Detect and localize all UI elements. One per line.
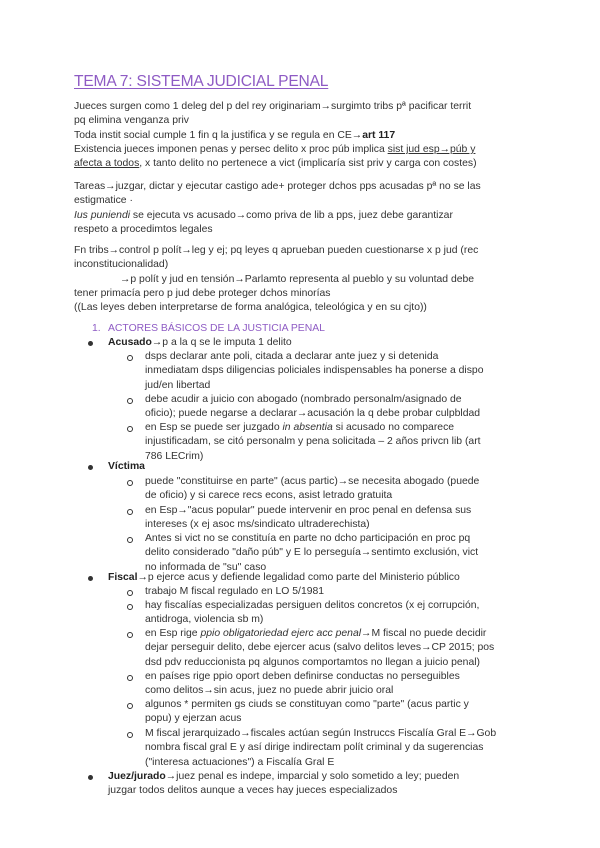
sub-bullet-circle (127, 632, 133, 638)
fiscal-item-3: en Esp rige ppio obligatoriedad ejerc acc penal→M fiscal no puede decidir dejar perseguir delito, debe ejercer acus (salvo delitos leves→CP 2015; pos dsd pdv reduccionista pq algunos comportamtos no llegan a juicio penal) (128, 627, 528, 670)
intro-paragraph: Jueces surgen como 1 deleg del p del rey originariam→surgimto tribs pª pacificar territ pq elimina venganza priv Toda instit social cumple 1 fin q la justifica y se regula en CE→art 117 Existencia jueces imponen penas y persec delito x proc púb implica sist jud esp→púb y afecta a todos, x tanto delito no pertenece a vict (implicaría sist priv y carga con costes) (74, 101, 477, 170)
sub-bullet-circle (127, 426, 133, 432)
victima-item-3: Antes si vict no se constituía en parte no dcho participación en proc pq delito considerado "daño púb" y E lo perseguía→sentimto exclusión, vict no informada de "su" caso (128, 532, 528, 575)
sub-bullet-circle (127, 398, 133, 404)
bullet-dot (88, 341, 93, 346)
bullet-dot (88, 576, 93, 581)
sub-bullet-circle (127, 675, 133, 681)
fiscal-item-6: M fiscal jerarquizado→fiscales actúan según Instruccs Fiscalía Gral E→Gob nombra fiscal gral E y así dirige indirectam polít criminal y da sugerencias ("interesa actuaciones") a Fiscalía Gral E (128, 727, 528, 770)
acusado-item-1: dsps declarar ante poli, citada a declarar ante juez y si detenida inmediatam dsps diligencias policiales indispensables ha ponerse a dispo jud/en libertad (128, 350, 528, 393)
sub-bullet-circle (127, 537, 133, 543)
sub-bullet-circle (127, 509, 133, 515)
sub-bullet-circle (127, 604, 133, 610)
bullet-dot (88, 775, 93, 780)
juez-continuation: juzgar todos delitos aunque a veces hay jueces especializados (108, 785, 398, 796)
document-page: TEMA 7: SISTEMA JUDICIAL PENAL Jueces surgen como 1 deleg del p del rey originariam→surgimto tribs pª pacificar territ pq elimina venganza priv Toda instit social cumple 1 fin q la justifica y se regula en CE→art 117 Existencia jueces imponen penas y persec delito x proc púb implica sist jud esp→púb y afecta a todos, x tanto delito no pertenece a vict (implicaría sist priv y carga con costes) Tareas→juzgar, dictar y ejecutar castigo ade+ proteger dchos pps acusadas pª no se las estigmatice · Ius puniendi se ejecuta vs acusado→como priva de lib a pps, juez debe garantizar respeto a procedimtos legales Fn tribs→control p polít→leg y ej; pq leyes q aprueban pueden cuestionarse x p jud (rec inconstitucionalidad) →p polít y jud en tensión→Parlamto representa al pueblo y su voluntad debe tener primacía pero p jud debe proteger dchos minorías ((Las leyes deben interpretarse de forma analógica, teleológica y en su cjto)) 1. ACTORES BÁSICOS DE LA JUSTICIA PENAL Acusado→p a la q se le imputa 1 delito dsps declarar ante poli, citada a declarar ante juez y si detenida inmediatam dsps diligencias policiales indispensables ha ponerse a dispo jud/en libertad debe acudir a juicio con abogado (nombrado personalm/asignado de oficio); puede negarse a declarar→acusación la q debe probar culpbldad en Esp se puede ser juzgado in absentia si acusado no comparece injustificadam, se citó personalm y pena solicitada – 2 años privcn lib (art 786 LECrim) Víctima puede "constituirse en parte" (acus partic)→se necesita abogado (puede de oficio) y si carece recs econs, asist letrado gratuita en Esp→"acus popular" puede intervenir en proc penal en defensa sus intereses (x ej asoc ms/sindicato ultraderechista) Antes si vict no se constituía en parte no dcho participación en proc pq delito considerado "daño púb" y E lo perseguía→sentimto exclusión, vict no informada de "su" caso Fiscal→p ejerce acus y defiende legalidad como parte del Ministerio público trabajo M fiscal regulado en LO 5/1981 hay fiscalías especializadas persiguen delitos concretos (x ej corrupción, antidroga, violencia sb m) en Esp rige ppio obligatoriedad ejerc acc penal→M fiscal no puede decidir dejar perseguir delito, debe ejercer acus (salvo delitos leves→CP 2015; pos dsd pdv reduccionista pq algunos comportamtos no llegan a juicio penal) en países rige ppio oport deben definirse conductas no perseguibles como delitos→sin acus, juez no puede abrir juicio oral algunos * permiten gs ciuds se constituyan como "parte" (acus partic y popu) y ejerzan acus M fiscal jerarquizado→fiscales actúan según Instruccs Fiscalía Gral E→Gob nombra fiscal gral E y así dirige indirectam polít criminal y da sugerencias ("interesa actuaciones") a Fiscalía Gral E Juez/jurado→juez penal es indepe, imparcial y solo sometido a ley; pueden juzgar todos delitos aunque a veces hay jueces especializados (0, 0, 600, 848)
sub-bullet-circle (127, 355, 133, 361)
acusado-item-3: en Esp se puede ser juzgado in absentia si acusado no comparece injustificadam, se citó personalm y pena solicitada – 2 años privcn lib (art 786 LECrim) (128, 421, 528, 464)
fiscal-item-1: trabajo M fiscal regulado en LO 5/1981 (128, 585, 528, 599)
sub-bullet-circle (127, 732, 133, 738)
victima-item-1: puede "constituirse en parte" (acus partic)→se necesita abogado (puede de oficio) y si carece recs econs, asist letrado gratuita (128, 475, 528, 504)
victima-item-2: en Esp→"acus popular" puede intervenir en proc penal en defensa sus intereses (x ej asoc ms/sindicato ultraderechista) (128, 504, 528, 533)
sub-bullet-circle (127, 703, 133, 709)
page-title: TEMA 7: SISTEMA JUDICIAL PENAL (74, 73, 329, 90)
fiscal-item-2: hay fiscalías especializadas persiguen delitos concretos (x ej corrupción, antidroga, violencia sb m) (128, 599, 528, 628)
section-heading: 1. ACTORES BÁSICOS DE LA JUSTICIA PENAL (92, 323, 325, 334)
acusado-item-2: debe acudir a juicio con abogado (nombrado personalm/asignado de oficio); puede negarse a declarar→acusación la q debe probar culpbldad (128, 393, 528, 422)
fiscal-item-5: algunos * permiten gs ciuds se constituyan como "parte" (acus partic y popu) y ejerzan acus (128, 698, 528, 727)
funcion-tribunales-paragraph: Fn tribs→control p polít→leg y ej; pq leyes q aprueban pueden cuestionarse x p jud (rec inconstitucionalidad) →p polít y jud en tensión→Parlamto representa al pueblo y su voluntad debe tener primacía pero p jud debe proteger dchos minorías ((Las leyes deben interpretarse de forma analógica, teleológica y en su cjto)) (74, 245, 479, 314)
bullet-dot (88, 465, 93, 470)
sub-bullet-circle (127, 480, 133, 486)
fiscal-item-4: en países rige ppio oport deben definirse conductas no perseguibles como delitos→sin acus, juez no puede abrir juicio oral (128, 670, 528, 699)
sub-bullet-circle (127, 590, 133, 596)
tareas-paragraph: Tareas→juzgar, dictar y ejecutar castigo ade+ proteger dchos pps acusadas pª no se las estigmatice · Ius puniendi se ejecuta vs acusado→como priva de lib a pps, juez debe garantizar respeto a procedimtos legales (74, 181, 481, 235)
